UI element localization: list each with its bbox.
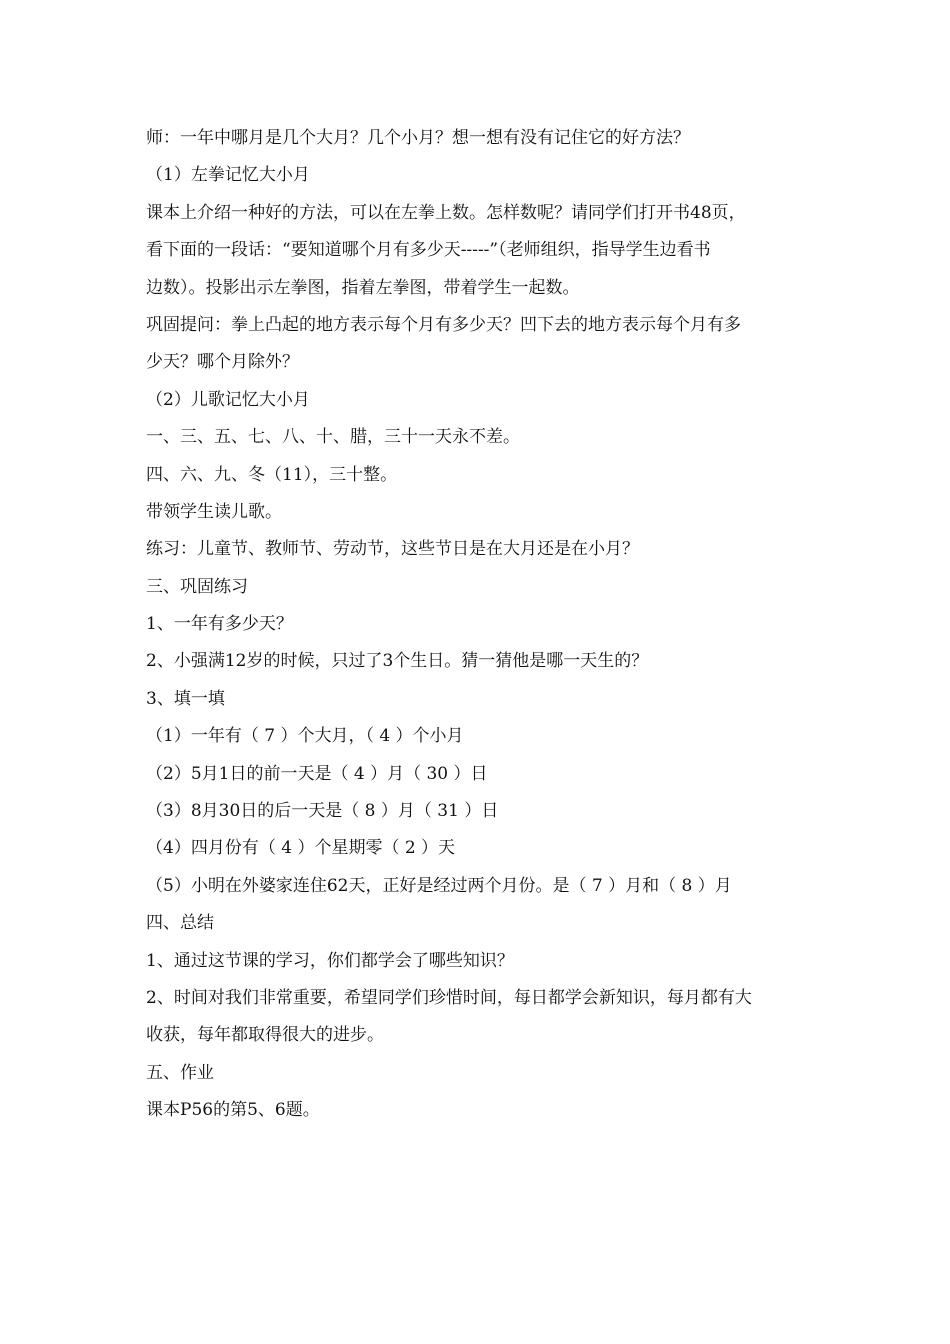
text-line: 课本P56的第5、6题。: [146, 1100, 320, 1121]
text-line: 一、三、五、七、八、十、腊，三十一天永不差。: [146, 427, 520, 448]
text-line: （4）四月份有（ 4 ）个星期零（ 2 ）天: [146, 838, 456, 859]
text-line: （5）小明在外婆家连住62天，正好是经过两个月份。是（ 7 ）月和（ 8 ）月: [146, 875, 732, 896]
text-line: 练习：儿童节、教师节、劳动节，这些节日是在大月还是在小月？: [146, 539, 639, 560]
text-line: （1）一年有（ 7 ）个大月，（ 4 ）个小月: [146, 726, 464, 747]
text-line: 收获，每年都取得很大的进步。: [146, 1025, 384, 1046]
text-line: 少天？哪个月除外？: [146, 352, 299, 373]
text-line: 1、一年有多少天？: [146, 614, 293, 635]
text-line: 师：一年中哪月是几个大月？几个小月？想一想有没有记住它的好方法？: [146, 128, 690, 148]
text-line: 四、六、九、冬（11），三十整。: [146, 464, 398, 485]
text-line: 3、填一填: [146, 688, 225, 709]
text-line: 看下面的一段话：“要知道哪个月有多少天-----”（老师组织，指导学生边看书: [146, 240, 711, 261]
text-line: 带领学生读儿歌。: [146, 501, 282, 522]
text-line: 2、小强满12岁的时候，只过了3个生日。猜一猜他是哪一天生的？: [146, 651, 649, 672]
document-page: [146, 120, 826, 1130]
text-line: （2）5月1日的前一天是（ 4 ）月（ 30 ）日: [146, 763, 488, 784]
section-heading: 五、作业: [146, 1062, 214, 1083]
text-line: （1）左拳记忆大小月: [146, 165, 310, 186]
text-line: （3）8月30日的后一天是（ 8 ）月（ 31 ）日: [146, 801, 499, 822]
text-line: （2）儿歌记忆大小月: [146, 389, 310, 410]
text-line: 边数）。投影出示左拳图，指着左拳图，带着学生一起数。: [146, 277, 580, 298]
section-heading: 四、总结: [146, 913, 214, 934]
text-line: 巩固提问：拳上凸起的地方表示每个月有多少天？凹下去的地方表示每个月有多: [146, 314, 741, 335]
text-line: 课本上介绍一种好的方法，可以在左拳上数。怎样数呢？请同学们打开书48页，: [146, 202, 746, 223]
section-heading: 三、巩固练习: [146, 576, 248, 597]
text-line: 1、通过这节课的学习，你们都学会了哪些知识？: [146, 950, 514, 971]
text-line: 2、时间对我们非常重要，希望同学们珍惜时间，每日都学会新知识，每月都有大: [146, 987, 752, 1008]
